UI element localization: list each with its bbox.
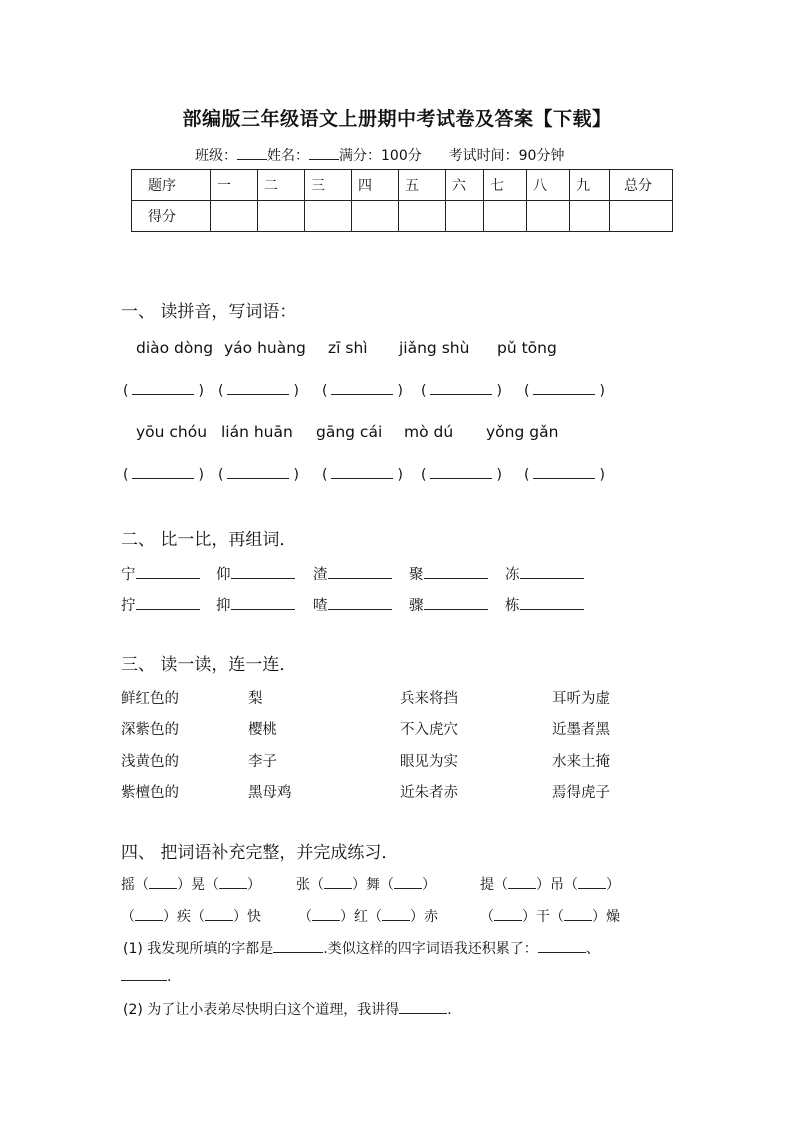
score-col-header: 四 [352,170,399,201]
section-4-heading: 四、 把词语补充完整，并完成练习． [121,843,399,863]
score-col-header: 三 [305,170,352,201]
match-item[interactable]: 不入虎穴 [400,722,458,738]
word-blank[interactable] [520,597,584,610]
score-col-header: 六 [446,170,484,201]
compare-word: 骤 [409,594,488,615]
idiom-fill: （ ）干（ ）燥 [480,909,620,925]
score-col-header: 七 [484,170,527,201]
score-col-header: 题序 [132,170,211,201]
question-1-cont: . [121,968,171,985]
score-cell[interactable] [399,201,446,232]
idiom-fill: 张（ ）舞（ ） [296,877,436,893]
answer-blank[interactable]: ( ) [123,383,204,399]
pinyin-item: mò dú [404,423,454,441]
word-blank[interactable] [424,566,488,579]
score-col-header: 一 [211,170,258,201]
match-item[interactable]: 近朱者赤 [400,785,458,801]
score-table-header [132,170,673,201]
fill-blank[interactable] [219,876,247,889]
answer-blank[interactable] [538,940,586,953]
match-item[interactable]: 鲜红色的 [121,691,179,707]
answer-blank[interactable]: ( ) [322,383,403,399]
answer-blank[interactable]: ( ) [218,467,299,483]
section-3-heading: 三、 读一读，连一连． [121,655,297,675]
fill-blank[interactable] [578,876,606,889]
compare-word: 喳 [313,594,392,615]
match-item[interactable]: 樱桃 [248,722,277,738]
score-cell[interactable] [446,201,484,232]
score-col-header: 二 [258,170,305,201]
pinyin-item: pǔ tōng [497,339,557,357]
score-col-header: 九 [570,170,610,201]
word-blank[interactable] [328,597,392,610]
idiom-fill: （ ）红（ ）赤 [298,909,438,925]
score-cell[interactable] [484,201,527,232]
word-blank[interactable] [231,597,295,610]
word-blank[interactable] [136,566,200,579]
fill-blank[interactable] [564,908,592,921]
score-col-header: 八 [527,170,570,201]
score-cell[interactable] [305,201,352,232]
question-2: (2) 为了让小表弟尽快明白这个道理，我讲得 . [123,1002,452,1018]
match-item[interactable]: 耳听为虚 [552,691,610,707]
score-cell[interactable] [258,201,305,232]
pinyin-item: zī shì [328,339,368,357]
fill-blank[interactable] [135,908,163,921]
score-cell[interactable] [610,201,673,232]
match-item[interactable]: 紫檀色的 [121,785,179,801]
section-1-heading: 一、 读拼音，写词语： [121,302,297,322]
answer-blank[interactable] [399,1001,447,1014]
answer-blank[interactable]: ( ) [421,467,502,483]
answer-blank[interactable]: ( ) [524,383,605,399]
match-item[interactable]: 眼见为实 [400,754,458,770]
compare-word: 拧 [121,594,200,615]
fill-blank[interactable] [382,908,410,921]
score-cell[interactable] [570,201,610,232]
pinyin-item: yáo huàng [224,339,306,357]
full-score: 满分：100分 [339,148,422,164]
score-row-label: 得分 [132,201,211,232]
match-item[interactable]: 黑母鸡 [248,785,292,801]
answer-blank[interactable] [273,940,323,953]
word-blank[interactable] [136,597,200,610]
idiom-fill: 提（ ）吊（ ） [480,877,620,893]
answer-blank[interactable]: ( ) [123,467,204,483]
match-item[interactable]: 浅黄色的 [121,754,179,770]
match-item[interactable]: 李子 [248,754,277,770]
match-item[interactable]: 近墨者黑 [552,722,610,738]
class-label: 班级： [195,148,237,164]
match-item[interactable]: 兵来将挡 [400,691,458,707]
word-blank[interactable] [328,566,392,579]
fill-blank[interactable] [508,876,536,889]
compare-word: 聚 [409,563,488,584]
score-col-header: 总分 [610,170,673,201]
idiom-fill: （ ）疾（ ）快 [121,909,261,925]
score-col-header: 五 [399,170,446,201]
answer-blank[interactable]: ( ) [524,467,605,483]
match-item[interactable]: 焉得虎子 [552,785,610,801]
word-blank[interactable] [424,597,488,610]
idiom-fill: 摇（ ）晃（ ） [121,877,261,893]
word-blank[interactable] [520,566,584,579]
score-cell[interactable] [352,201,399,232]
name-label: 姓名： [267,148,309,164]
match-item[interactable]: 梨 [248,691,263,707]
compare-word: 抑 [216,594,295,615]
pinyin-item: diào dòng [136,339,214,357]
fill-blank[interactable] [394,876,422,889]
question-1: (1) 我发现所填的字都是 .类似这样的四字词语我还积累了： 、 [123,941,600,957]
match-item[interactable]: 深紫色的 [121,722,179,738]
page-title: 部编版三年级语文上册期中考试卷及答案【下载】 [182,108,612,130]
pinyin-item: yōu chóu [136,423,208,441]
exam-time: 考试时间：90分钟 [448,148,565,164]
pinyin-item: jiǎng shù [399,339,470,357]
answer-blank[interactable]: ( ) [322,467,403,483]
compare-word: 栋 [505,594,584,615]
fill-blank[interactable] [494,908,522,921]
word-blank[interactable] [231,566,295,579]
exam-info [195,145,564,165]
fill-blank[interactable] [312,908,340,921]
fill-blank[interactable] [205,908,233,921]
compare-word: 渣 [313,563,392,584]
answer-blank[interactable] [121,968,167,981]
compare-word: 仰 [216,563,295,584]
answer-blank[interactable]: ( ) [218,383,299,399]
section-2-heading: 二、 比一比，再组词． [121,530,297,550]
compare-word: 宁 [121,563,200,584]
name-blank[interactable] [309,145,339,160]
pinyin-item: lián huān [221,423,293,441]
pinyin-item: yǒng gǎn [486,423,559,441]
score-table-row [132,201,673,232]
score-table [131,169,673,232]
class-blank[interactable] [237,145,267,160]
fill-blank[interactable] [324,876,352,889]
compare-word: 冻 [505,563,584,584]
answer-blank[interactable]: ( ) [421,383,502,399]
score-cell[interactable] [211,201,258,232]
match-item[interactable]: 水来土掩 [552,754,610,770]
fill-blank[interactable] [149,876,177,889]
pinyin-item: gāng cái [316,423,383,441]
score-cell[interactable] [527,201,570,232]
